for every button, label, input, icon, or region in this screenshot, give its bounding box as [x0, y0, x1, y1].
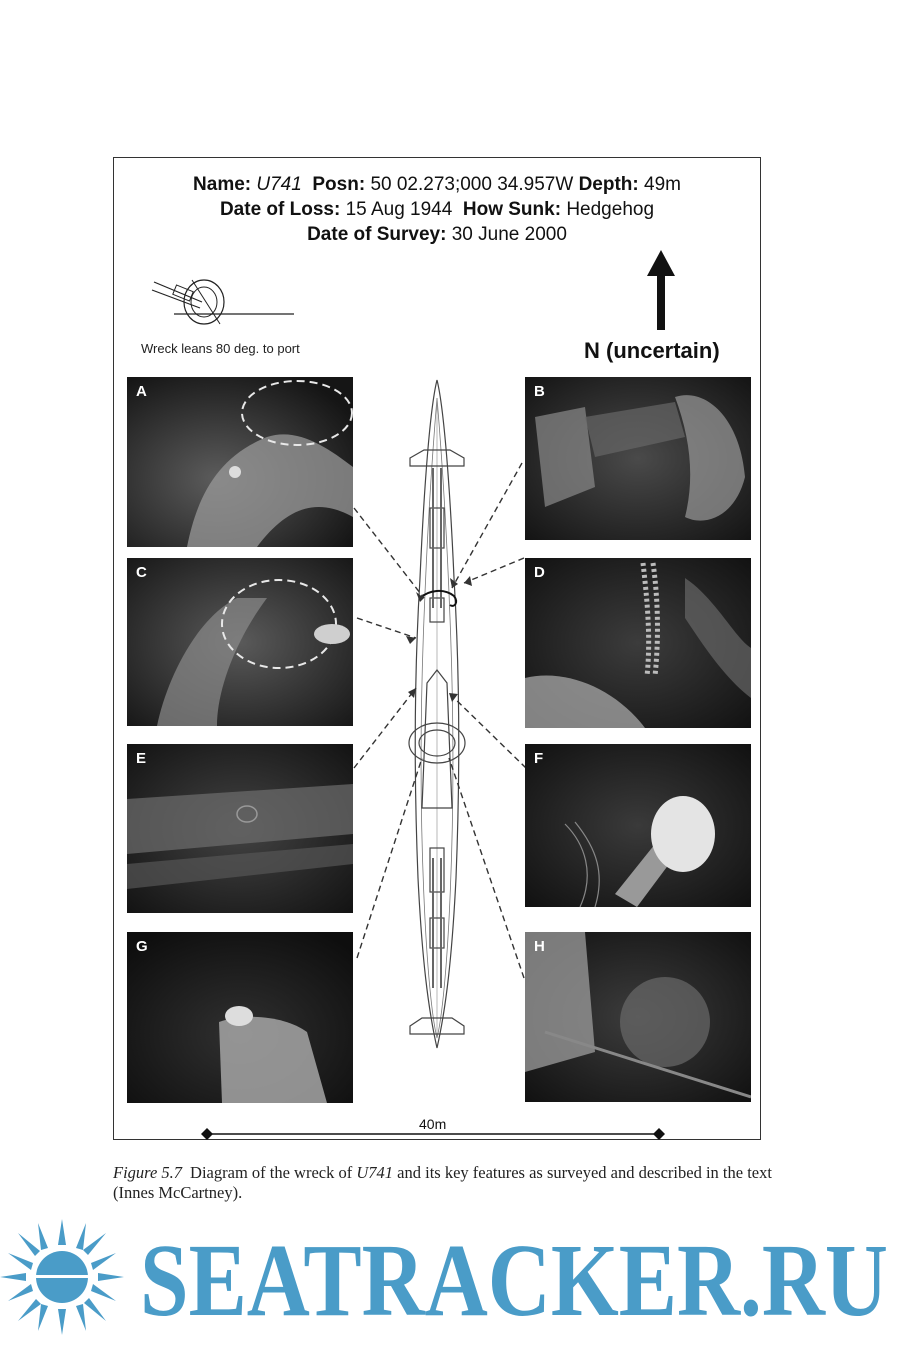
photo-f-image: [525, 744, 751, 907]
figure-caption: [113, 1163, 793, 1203]
photo-g-image: [127, 932, 353, 1103]
caption-vessel: U741: [356, 1163, 394, 1182]
photo-b: [525, 377, 751, 540]
photo-d: [525, 558, 751, 728]
name-value: U741: [256, 174, 302, 195]
photo-e-image: [127, 744, 353, 913]
photo-h-label: H: [534, 938, 545, 955]
photo-g-label: G: [136, 938, 148, 955]
posn-label: Posn:: [312, 174, 366, 195]
survey-label: Date of Survey:: [307, 224, 447, 245]
photo-e: [127, 744, 353, 913]
lean-note: Wreck leans 80 deg. to port: [141, 341, 300, 356]
photo-f-label: F: [534, 750, 544, 767]
loss-label: Date of Loss:: [219, 199, 341, 220]
photo-d-image: [525, 558, 751, 728]
photo-g: [127, 932, 353, 1103]
photo-h: [525, 932, 751, 1102]
photo-e-label: E: [136, 750, 147, 767]
photo-a-image: [127, 377, 353, 547]
photo-b-image: [525, 377, 751, 540]
photo-d-label: D: [534, 564, 545, 581]
photo-a-label: A: [136, 383, 147, 400]
photo-h-image: [525, 932, 751, 1102]
caption-text-2: and its key features as surveyed and described in the text (Innes McCartney).: [113, 1163, 772, 1202]
seatracker-watermark-logo: [0, 1215, 900, 1335]
depth-value: 49m: [644, 174, 681, 195]
sunk-value: Hedgehog: [566, 199, 655, 220]
photo-c: [127, 558, 353, 726]
photo-f: [525, 744, 751, 907]
watermark-text: SEATRACKER.RU: [140, 1223, 888, 1335]
loss-value: 15 Aug 1944: [345, 199, 453, 220]
photo-b-label: B: [534, 383, 545, 400]
north-label: N (uncertain): [584, 338, 720, 363]
survey-value: 30 June 2000: [451, 224, 567, 245]
scale-label: 40m: [419, 1116, 447, 1132]
figure-frame: [113, 157, 761, 1140]
caption-text-1: Diagram of the wreck of: [190, 1163, 357, 1182]
sunk-label: How Sunk:: [462, 199, 562, 220]
figure-number: Figure 5.7: [113, 1163, 183, 1182]
posn-value: 50 02.273;000 34.957W: [370, 174, 574, 195]
photo-a: [127, 377, 353, 547]
name-label: Name:: [193, 174, 252, 195]
photo-c-label: C: [136, 564, 147, 581]
photo-c-image: [127, 558, 353, 726]
depth-label: Depth:: [578, 174, 639, 195]
